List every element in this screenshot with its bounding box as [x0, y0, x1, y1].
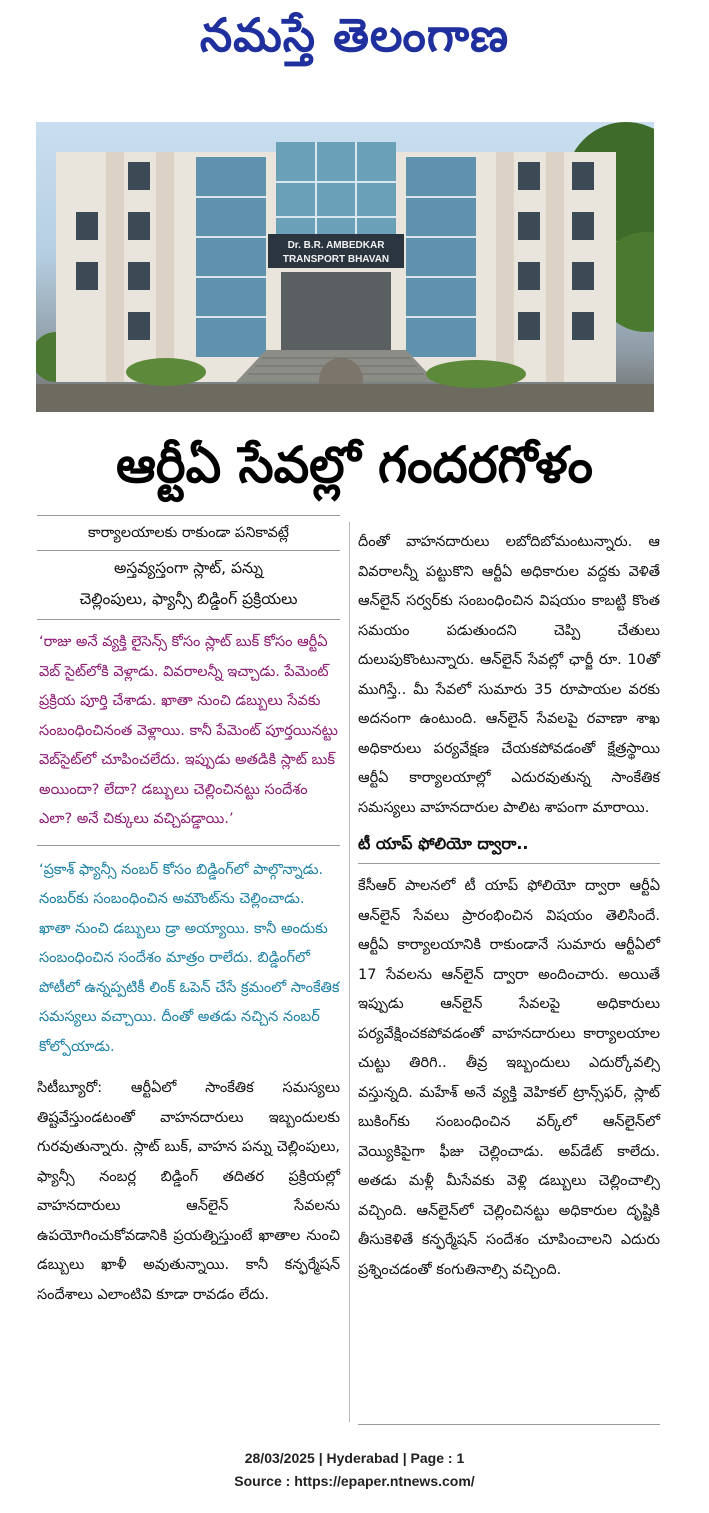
- article-body-intro: సిటీబ్యూరో: ఆర్టీఏలో సాంకేతిక సమస్యలు తిష్టవేస్తుండటంతో వాహనదారులు ఇబ్బందులకు గురవుతున్నారు. స్లాట్ బుక్, వాహన పన్ను చెల్లింపులు, ఫ్యాన్సీ నంబర్ల బిడ్డింగ్ తదితర ప్రక్రియల్లో వాహనదారులు ఆన్‌లైన్ సేవలను ఉపయోగించుకోవడానికి ప్రయత్నిస్తుంటే ఖాతాల నుంచి డబ్బులు ఖాళీ అవుతున్నాయి. కానీ కన్ఫర్మేషన్ సందేశాలు ఎలాంటివి కూడా రావడం లేదు.: [37, 1080, 340, 1303]
- article-subheading-line1: అస్తవ్యస్తంగా స్లాట్, పన్ను: [114, 559, 263, 577]
- article-body-paragraph-2: కేసీఆర్ పాలనలో టీ యాప్ ఫోలియో ద్వారా ఆర్టీఏ ఆన్‌లైన్ సేవలు ప్రారంభించిన విషయం తెలిసిందే. ఆర్టీఏ కార్యాలయానికి రాకుండానే సుమారు ఆర్టీఏలో 17 సేవలను ఆన్‌లైన్ ద్వారా అందించారు. అయితే ఇప్పుడు ఆన్‌లైన్ సేవలపై అధికారులు పర్యవేక్షించకపోవడంతో వాహనదారులు కార్యాలయాల చుట్టు తిరిగి.. తీవ్ర ఇబ్బందులు ఎదుర్కోవల్సి వస్తున్నది. మహేశ్ అనే వ్యక్తి వెహికల్ ట్రాన్స్‌ఫర్, స్లాట్ బుకింగ్‌కు సంబంధించిన వర్క్‌లో ఆన్‌లైన్‌లో వెయ్యికిపైగా ఫీజు చెల్లించాడు. అప్‌డేట్ కాలేదు. అతడు మళ్లీ మీసేవకు వెళ్లి డబ్బులు చెల్లించాల్సి వచ్చింది. ఆన్‌లైన్‌లో చెల్లించినట్టు అధికారుల దృష్టికి తీసుకెళితే కన్ఫర్మేషన్ సందేశం చూపించాలని ఎదురు ప్రశ్నించడంతో కంగుతినాల్సి వచ్చింది.: [358, 878, 660, 1278]
- right-column-bottom-rule: [358, 1424, 660, 1425]
- left-column-top-rule: [37, 515, 340, 516]
- subheading-rule: [37, 619, 340, 620]
- article-kicker: కార్యాలయాలకు రాకుండా పనికావట్లే: [88, 525, 289, 541]
- section-heading-rule: [358, 863, 660, 864]
- kicker-rule: [37, 550, 340, 551]
- building-sign-line2: TRANSPORT BHAVAN: [282, 254, 390, 265]
- column-divider: [349, 522, 350, 1422]
- case-quote-raju: ‘రాజు అనే వ్యక్తి లైసెన్స్ కోసం స్లాట్ బుక్ కోసం ఆర్టీఏ వెబ్ సైట్‌లోకి వెళ్లాడు. వివరాలన్నీ ఇచ్చాడు. పేమెంట్ ప్రక్రియ పూర్తి చేశాడు. ఖాతా నుంచి డబ్బులు సేవకు సంబంధించినంత వెళ్లాయి. కానీ పేమెంట్ పూర్తయినట్టు వెబ్‌సైట్‌లో చూపించలేదు. ఇప్పుడు అతడికి స్లాట్ బుక్ అయిందా? లేదా? డబ్బులు చెల్లించినట్టు సందేశం ఎలా? అనే చిక్కులు వచ్చిపడ్డాయి.’: [39, 634, 338, 827]
- building-sign-line1: Dr. B.R. AMBEDKAR: [287, 240, 385, 251]
- footer-source-link[interactable]: Source : https://epaper.ntnews.com/: [234, 1473, 475, 1489]
- article-photo-transport-bhavan: [36, 122, 654, 412]
- article-headline: ఆర్టీఏ సేవల్లో గందరగోళం: [116, 436, 593, 494]
- article-body-paragraph-1: దీంతో వాహనదారులు లబోదిబోమంటున్నారు. ఆ వివరాలన్నీ పట్టుకొని ఆర్టీఏ అధికారుల వద్దకు వెళితే ఆన్‌లైన్ సర్వర్‌కు సంబంధించిన విషయం కాబట్టి కొంత సమయం పడుతుందని చెప్పి చేతులు దులుపుకొంటున్నారు. ఆన్‌లైన్ సేవల్లో ఛార్జీ రూ. 10తో ముగిస్తే.. మీ సేవలో సుమారు 35 రూపాయల వరకు అదనంగా ఉంటుంది. ఆన్‌లైన్ సేవలపై రవాణా శాఖ అధికారులు పర్యవేక్షణ చేయకపోవడంతో క్షేత్రస్థాయి ఆర్టీఏ కార్యాలయాల్లో ఎదురవుతున్న సాంకేతిక సమస్యలు వాహనదారుల పాలిట శాపంగా మారాయి.: [358, 534, 660, 816]
- section-heading-t-app-folio: టీ యాప్ ఫోలియో ద్వారా..: [358, 834, 529, 853]
- newspaper-masthead: నమస్తే తెలంగాణ: [199, 8, 510, 62]
- footer-date-city-page: 28/03/2025 | Hyderabad | Page : 1: [244, 1450, 465, 1466]
- quote-separator-rule: [37, 845, 340, 846]
- right-column: [358, 528, 660, 1285]
- left-column: [37, 518, 340, 1310]
- article-subheading-line2: చెల్లింపులు, ఫ్యాన్సీ బిడ్డింగ్ ప్రక్రియలు: [79, 590, 298, 608]
- case-quote-prakash: ‘ప్రకాశ్ ఫ్యాన్సీ నంబర్ కోసం బిడ్డింగ్‌లో పాల్గొన్నాడు. నంబర్‌కు సంబంధించిన అమౌంట్‌ను చెల్లించాడు. ఖాతా నుంచి డబ్బులు డ్రా అయ్యాయి. కానీ అందుకు సంబంధించిన సందేశం మాత్రం రాలేదు. బిడ్డింగ్‌లో పోటీలో ఉన్నప్పటికీ లింక్ ఓపెన్ చేసే క్రమంలో సాంకేతిక సమస్యలు వచ్చాయి. దీంతో అతడు నచ్చిన నంబర్ కోల్పోయాడు.: [39, 861, 340, 1055]
